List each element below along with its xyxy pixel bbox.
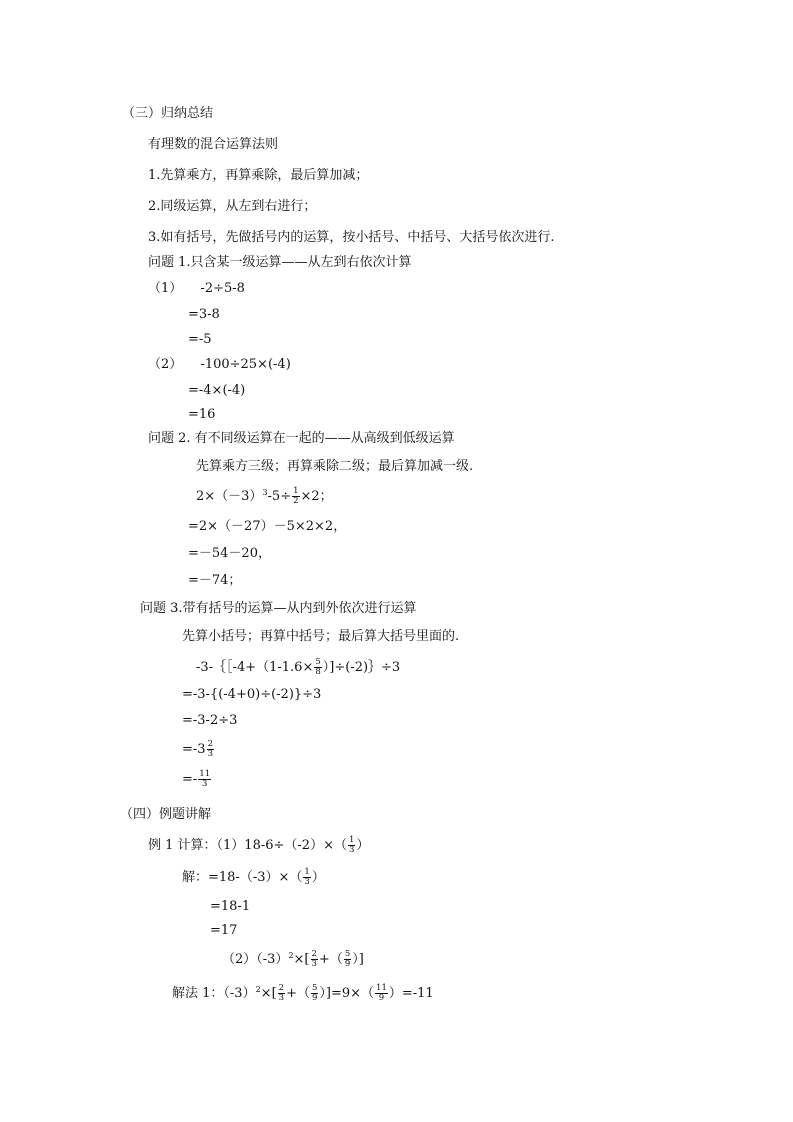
example-1-part-2 xyxy=(222,950,364,969)
solution-part: ） xyxy=(311,870,325,885)
fraction-denominator: 9 xyxy=(311,993,318,1003)
q3-expr-part: -3-｛［-4+（1-1.6× xyxy=(196,660,314,675)
q3-expr-part: ）]÷(-2)｝÷3 xyxy=(322,660,401,675)
fraction-numerator: 2 xyxy=(311,949,317,959)
example-part: （2）（-3） xyxy=(222,952,289,967)
example-1 xyxy=(148,836,369,855)
q2-step: =－54－20， xyxy=(188,546,271,561)
q1-part2-expr: -100÷25×(-4) xyxy=(200,357,291,372)
solution-part: 解：=18-（-3）×（ xyxy=(182,870,303,885)
fraction-numerator: 2 xyxy=(207,739,213,749)
rule-3: 3.如有括号，先做括号内的运算，按小括号、中括号、大括号依次进行. xyxy=(148,230,555,245)
q3-note: 先算小括号；再算中括号；最后算大括号里面的. xyxy=(182,629,460,644)
example-part: ×[ xyxy=(293,952,310,967)
exponent: 2 xyxy=(288,951,294,960)
question-2-title: 问题 2. 有不同级运算在一起的——从高级到低级运算 xyxy=(148,431,455,446)
fraction-denominator: 3 xyxy=(207,749,213,759)
fraction-numerator: 5 xyxy=(315,657,321,667)
fraction-numerator: 5 xyxy=(311,983,318,993)
q2-expr-part: 2×（－3） xyxy=(196,489,263,504)
q2-expr-part: ×2； xyxy=(300,489,333,504)
method-1 xyxy=(172,984,434,1003)
fraction-numerator: 11 xyxy=(376,983,387,993)
q2-expr-part: -5÷ xyxy=(267,489,292,504)
q1-part2-step: =16 xyxy=(188,407,216,422)
fraction xyxy=(311,950,318,969)
q3-step-part: =-3 xyxy=(182,742,206,757)
fraction xyxy=(292,487,299,506)
q2-step: =－74； xyxy=(188,573,242,588)
q1-part1-step: =3-8 xyxy=(188,307,220,322)
q3-step xyxy=(182,740,215,759)
q1-part1-label: （1） xyxy=(148,281,183,296)
fraction xyxy=(314,658,321,677)
fraction xyxy=(375,984,388,1003)
fraction-denominator: 2 xyxy=(293,496,299,506)
fraction xyxy=(348,836,355,855)
q2-exponent: 3 xyxy=(262,488,268,497)
rules-title: 有理数的混合运算法则 xyxy=(148,137,279,152)
rule-1: 1.先算乘方，再算乘除，最后算加减； xyxy=(148,168,369,183)
q1-part1 xyxy=(148,280,245,298)
method-part: ）=-11 xyxy=(388,986,434,1001)
q2-step: =2×（－27）－5×2×2， xyxy=(188,519,347,534)
q1-part2-label: （2） xyxy=(148,357,183,372)
exponent: 2 xyxy=(255,985,261,994)
q3-step: =-3-2÷3 xyxy=(182,713,238,728)
fraction-denominator: 3 xyxy=(304,877,310,887)
q1-part1-step: =-5 xyxy=(188,332,212,347)
q3-step xyxy=(182,770,212,789)
fraction-numerator: 11 xyxy=(199,769,211,779)
fraction xyxy=(278,984,285,1003)
fraction xyxy=(344,950,351,969)
section-4-title: （四）例题讲解 xyxy=(120,807,212,822)
example-part: ）] xyxy=(352,952,364,967)
fraction-numerator: 1 xyxy=(304,867,310,877)
method-part: ×[ xyxy=(260,986,277,1001)
section-3-title: （三）归纳总结 xyxy=(122,106,214,121)
fraction xyxy=(303,868,310,887)
question-3-title: 问题 3.带有括号的运算—从内到外依次进行运算 xyxy=(140,601,417,616)
fraction xyxy=(207,740,214,759)
q3-step-part: =- xyxy=(182,772,198,787)
example-part: ） xyxy=(356,838,370,853)
fraction-denominator: 3 xyxy=(202,779,208,789)
q1-part2-step: =-4×(-4) xyxy=(188,383,246,398)
example-part: 例 1 计算：（1）18-6÷（-2）×（ xyxy=(148,838,347,853)
fraction-numerator: 2 xyxy=(278,983,285,993)
rule-2: 2.同级运算，从左到右进行； xyxy=(148,199,317,214)
q3-step: =-3-{(-4+0)÷(-2)}÷3 xyxy=(182,687,322,702)
fraction-denominator: 8 xyxy=(315,667,321,677)
q3-expression xyxy=(196,658,400,677)
q1-part2 xyxy=(148,356,291,374)
q1-part1-expr: -2÷5-8 xyxy=(200,281,245,296)
method-part: +（ xyxy=(286,986,310,1001)
fraction-denominator: 9 xyxy=(344,959,351,969)
question-1-title: 问题 1.只含某一级运算——从左到右依次计算 xyxy=(148,255,412,270)
fraction xyxy=(198,770,211,789)
fraction-denominator: 3 xyxy=(311,959,317,969)
method-part: ）]=9×（ xyxy=(319,986,375,1001)
example-part: +（ xyxy=(318,952,343,967)
solution-step: =17 xyxy=(210,923,238,938)
fraction-denominator: 9 xyxy=(378,993,385,1003)
fraction-numerator: 1 xyxy=(293,486,299,496)
fraction-denominator: 3 xyxy=(348,845,355,855)
fraction-numerator: 5 xyxy=(344,949,351,959)
solution-1 xyxy=(182,868,325,887)
q2-expression xyxy=(196,487,333,506)
q2-note: 先算乘方三级；再算乘除二级；最后算加减一级. xyxy=(196,459,474,474)
fraction-denominator: 3 xyxy=(278,993,285,1003)
method-part: 解法 1：（-3） xyxy=(172,986,256,1001)
fraction-numerator: 1 xyxy=(348,835,355,845)
solution-step: =18-1 xyxy=(210,899,251,914)
fraction xyxy=(311,984,318,1003)
